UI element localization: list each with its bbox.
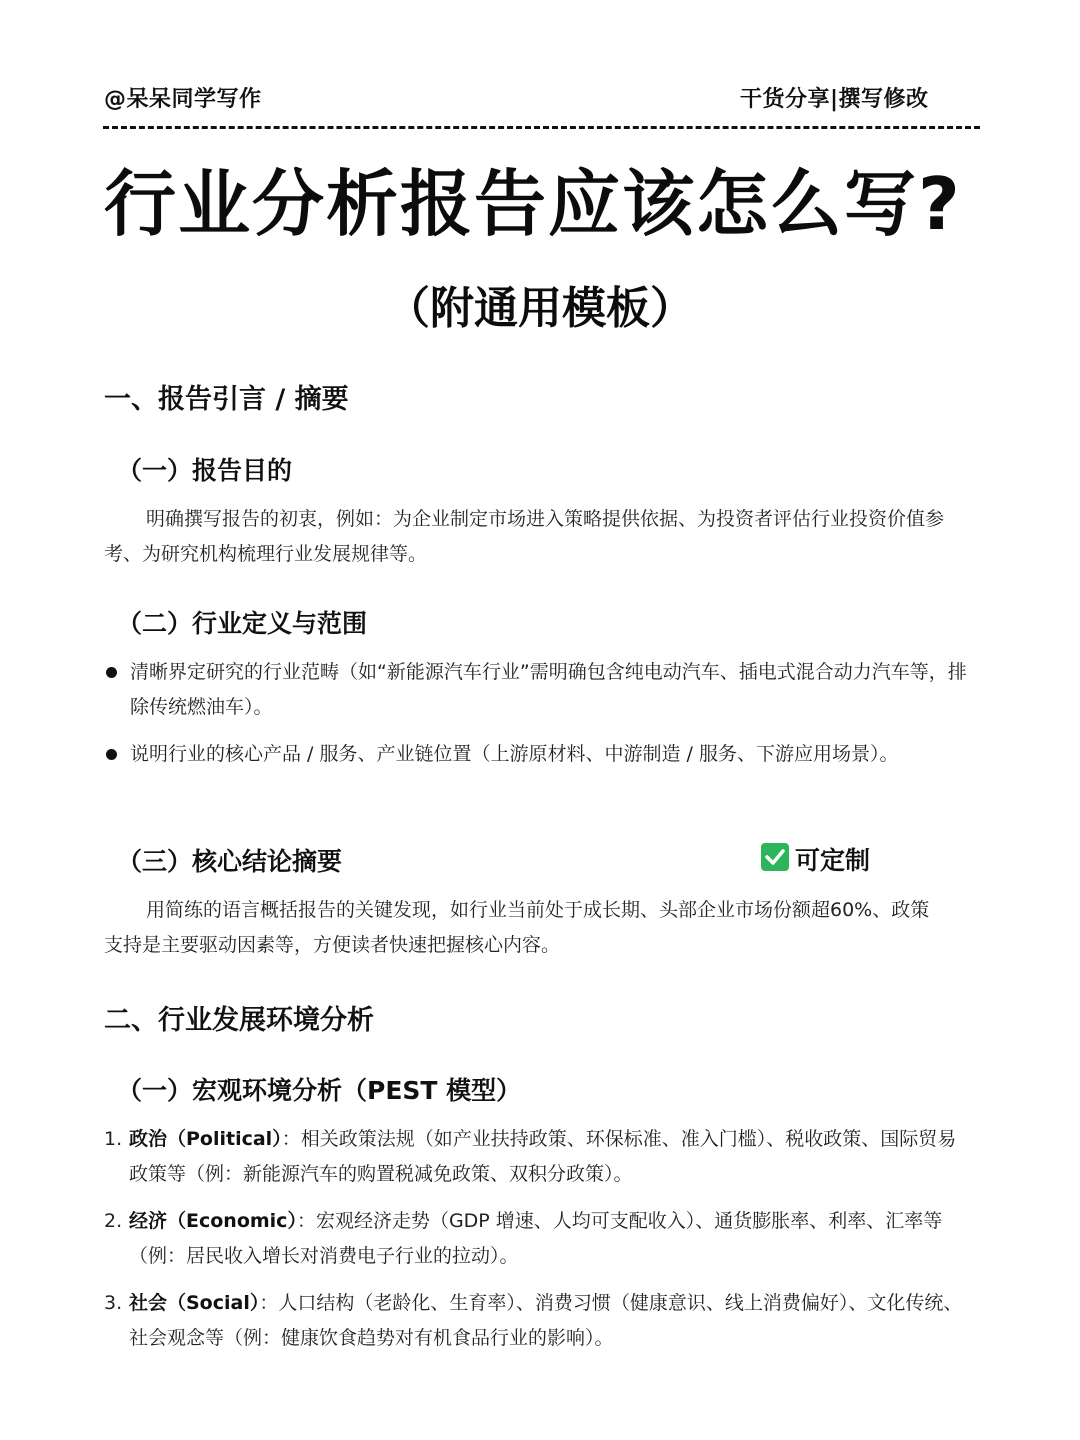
item-text: ：宏观经济走势（GDP 增速、人均可支配收入）、通货膨胀率、利率、汇率等（例：居民收入增长对消费电子行业的拉动）。 [129, 1210, 943, 1267]
bullet-dot [106, 749, 117, 760]
customizable-badge: 可定制 [795, 846, 871, 875]
list-item-text: 清晰界定研究的行业范畴（如“新能源汽车行业”需明确包含纯电动汽车、插电式混合动力汽车等，排除传统燃油车）。 [130, 661, 967, 718]
section1-sub1-heading: （一）报告目的 [117, 456, 293, 485]
item-number: 3. [104, 1292, 123, 1314]
bullet-dot [106, 667, 117, 678]
item-text: ：人口结构（老龄化、生育率）、消费习惯（健康意识、线上消费偏好）、文化传统、社会观念等（例：健康饮食趋势对有机食品行业的影响）。 [129, 1292, 963, 1349]
item-number: 2. [104, 1210, 123, 1232]
section2-heading: 二、行业发展环境分析 [104, 1005, 374, 1036]
section1-sub1-text: 明确撰写报告的初衷，例如：为企业制定市场进入策略提供依据、为投资者评估行业投资价值参考、为研究机构梳理行业发展规律等。 [104, 508, 945, 565]
check-box-icon [761, 843, 789, 871]
section1-sub3-text: 用简练的语言概括报告的关键发现，如行业当前处于成长期、头部企业市场份额超60%、政策支持是主要驱动因素等，方便读者快速把握核心内容。 [104, 899, 930, 956]
list-item [104, 1204, 974, 1274]
item-text: ：相关政策法规（如产业扶持政策、环保标准、准入门槛）、税收政策、国际贸易政策等（例：新能源汽车的购置税减免政策、双积分政策）。 [129, 1128, 957, 1185]
list-item [104, 1286, 974, 1356]
author-handle: @呆呆同学写作 [104, 87, 262, 112]
list-item-text: 说明行业的核心产品 / 服务、产业链位置（上游原材料、中游制造 / 服务、下游应用场景）。 [130, 743, 899, 765]
list-item [104, 737, 974, 772]
list-item [104, 655, 974, 725]
item-number: 1. [104, 1128, 123, 1150]
list-item [104, 1122, 974, 1192]
page-title: 行业分析报告应该怎么写? [104, 162, 962, 246]
section2-sub1-heading: （一）宏观环境分析（PEST 模型） [117, 1076, 522, 1105]
page-subtitle: （附通用模板） [386, 283, 694, 334]
dashed-divider [103, 126, 980, 129]
item-term: 政治（Political） [129, 1128, 282, 1150]
item-term: 经济（Economic） [129, 1210, 297, 1232]
header-tagline: 干货分享|撰写修改 [740, 87, 929, 112]
section1-sub3-heading: （三）核心结论摘要 [117, 847, 343, 876]
item-term: 社会（Social） [129, 1292, 260, 1314]
section1-sub2-heading: （二）行业定义与范围 [117, 609, 368, 638]
section1-heading: 一、报告引言 / 摘要 [104, 384, 349, 415]
